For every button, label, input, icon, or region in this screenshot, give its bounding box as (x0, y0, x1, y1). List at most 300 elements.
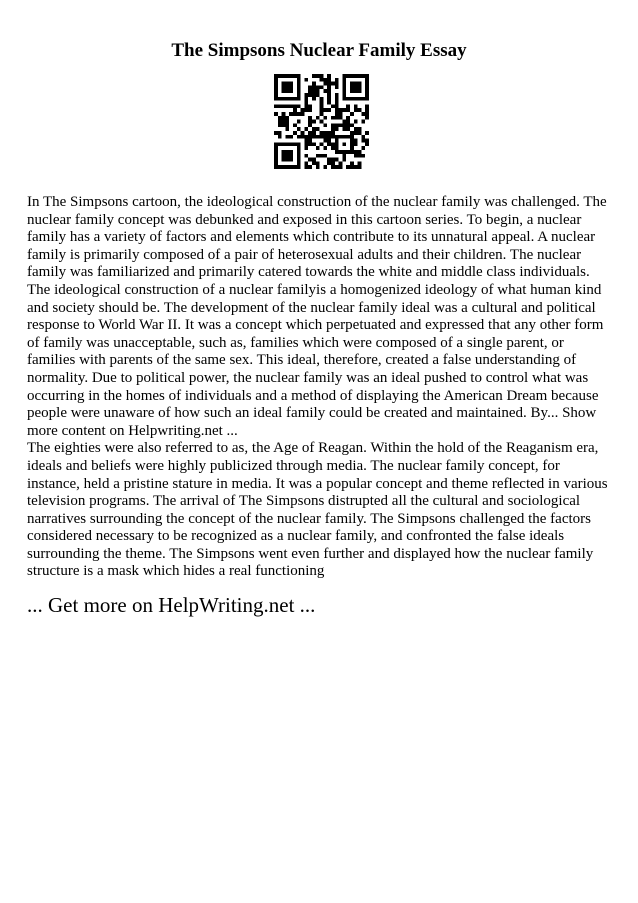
qr-module (308, 158, 312, 162)
qr-module (293, 131, 297, 135)
qr-module (282, 165, 286, 169)
qr-module (289, 150, 293, 154)
qr-module (342, 150, 346, 154)
qr-module (274, 146, 278, 150)
qr-module (312, 89, 316, 93)
qr-module (342, 93, 346, 97)
qr-module (350, 165, 354, 169)
qr-module (289, 142, 293, 146)
qr-module (323, 146, 327, 150)
qr-module (358, 150, 362, 154)
qr-module (274, 74, 278, 78)
qr-module (354, 74, 358, 78)
qr-module (335, 101, 339, 105)
qr-module (289, 104, 293, 108)
qr-module (304, 104, 308, 108)
qr-module (365, 74, 369, 78)
qr-module (335, 93, 339, 97)
qr-module (331, 116, 335, 120)
qr-module (323, 82, 327, 86)
qr-module (304, 161, 308, 165)
qr-module (335, 135, 339, 139)
qr-module (350, 89, 354, 93)
qr-module (293, 108, 297, 112)
qr-module (365, 82, 369, 86)
qr-module (342, 74, 346, 78)
qr-module (304, 165, 308, 169)
qr-module (320, 101, 324, 105)
qr-module (289, 112, 293, 116)
qr-module (331, 123, 335, 127)
qr-module (285, 82, 289, 86)
qr-module (304, 139, 308, 143)
qr-module (308, 135, 312, 139)
qr-module (350, 123, 354, 127)
qr-module (361, 146, 365, 150)
qr-module (346, 97, 350, 101)
qr-module (285, 85, 289, 89)
qr-module (331, 146, 335, 150)
qr-module (354, 89, 358, 93)
qr-module (354, 85, 358, 89)
qr-module (331, 104, 335, 108)
qr-code-icon (274, 74, 369, 169)
qr-module (274, 161, 278, 165)
qr-module (327, 101, 331, 105)
qr-module (308, 123, 312, 127)
qr-module (354, 142, 358, 146)
qr-module (339, 161, 343, 165)
qr-module (304, 78, 308, 82)
qr-module (278, 116, 282, 120)
qr-module (312, 131, 316, 135)
qr-module (361, 74, 365, 78)
essay-paragraph-2: The eighties were also referred to as, the Age of Reagan. Within the hold of the Reaganism era, ideals and beliefs were highly publicized through media. The nuclear family concept, for instance, held a pristine stature in media. It was a popular concept and theme reflected in various television programs. The arrival of The Simpsons distrupted all the cultural and sociological narratives surrounding the concept of the nuclear family. The Simpsons challenged the factors considered necessary to be recognized as a nuclear family, and confronted the false ideals surrounding the theme. The Simpsons went even further and displayed how the nuclear family structure is a mask which hides a real functioning (27, 440, 608, 580)
qr-module (274, 97, 278, 101)
qr-module (342, 135, 346, 139)
qr-module (323, 131, 327, 135)
qr-module (289, 154, 293, 158)
qr-module (342, 78, 346, 82)
qr-module (335, 78, 339, 82)
qr-module (274, 154, 278, 158)
qr-module (320, 74, 324, 78)
qr-module (304, 142, 308, 146)
qr-module (346, 74, 350, 78)
qr-module (304, 101, 308, 105)
qr-module (308, 93, 312, 97)
qr-module (339, 112, 343, 116)
qr-module (335, 112, 339, 116)
qr-module (293, 74, 297, 78)
qr-module (365, 78, 369, 82)
qr-module (335, 108, 339, 112)
qr-module (331, 135, 335, 139)
qr-module (312, 97, 316, 101)
qr-module (312, 82, 316, 86)
qr-module (289, 158, 293, 162)
qr-module (282, 104, 286, 108)
qr-module (297, 85, 301, 89)
qr-module (350, 112, 354, 116)
qr-module (350, 139, 354, 143)
qr-module (301, 108, 305, 112)
qr-module (282, 85, 286, 89)
qr-module (285, 74, 289, 78)
qr-module (350, 150, 354, 154)
qr-module (320, 120, 324, 124)
qr-module (327, 74, 331, 78)
qr-module (327, 93, 331, 97)
qr-module (282, 123, 286, 127)
qr-module (342, 154, 346, 158)
qr-module (354, 154, 358, 158)
qr-module (285, 158, 289, 162)
qr-module (293, 104, 297, 108)
qr-module (308, 142, 312, 146)
qr-module (346, 127, 350, 131)
qr-module (304, 97, 308, 101)
qr-module (331, 161, 335, 165)
qr-module (282, 112, 286, 116)
qr-module (274, 93, 278, 97)
qr-module (335, 104, 339, 108)
qr-module (339, 116, 343, 120)
qr-module (358, 161, 362, 165)
qr-module (297, 89, 301, 93)
qr-module (278, 104, 282, 108)
qr-module (361, 154, 365, 158)
qr-module (335, 150, 339, 154)
qr-module (346, 108, 350, 112)
qr-module (316, 89, 320, 93)
qr-module (331, 131, 335, 135)
qr-module (339, 108, 343, 112)
qr-module (278, 131, 282, 135)
qr-module (350, 146, 354, 150)
qr-module (327, 85, 331, 89)
qr-module (278, 135, 282, 139)
qr-module (365, 131, 369, 135)
qr-module (323, 78, 327, 82)
qr-module (365, 142, 369, 146)
qr-module (312, 142, 316, 146)
qr-module (316, 74, 320, 78)
qr-module (335, 146, 339, 150)
qr-module (323, 123, 327, 127)
qr-module (339, 165, 343, 169)
qr-module (365, 89, 369, 93)
qr-module (354, 97, 358, 101)
qr-module (327, 135, 331, 139)
qr-module (316, 161, 320, 165)
qr-module (308, 131, 312, 135)
qr-module (297, 74, 301, 78)
qr-module (312, 158, 316, 162)
qr-module (320, 97, 324, 101)
qr-module (282, 120, 286, 124)
qr-module (342, 85, 346, 89)
qr-module (304, 154, 308, 158)
qr-module (316, 154, 320, 158)
qr-module (342, 108, 346, 112)
qr-module (304, 93, 308, 97)
qr-module (289, 97, 293, 101)
qr-module (282, 89, 286, 93)
qr-module (323, 116, 327, 120)
qr-module (354, 131, 358, 135)
qr-module (278, 165, 282, 169)
qr-module (335, 85, 339, 89)
qr-module (289, 89, 293, 93)
qr-module (342, 89, 346, 93)
qr-module (293, 123, 297, 127)
qr-module (274, 82, 278, 86)
qr-module (358, 165, 362, 169)
qr-module (278, 97, 282, 101)
qr-module (285, 120, 289, 124)
qr-module (297, 154, 301, 158)
qr-module (365, 112, 369, 116)
qr-module (308, 120, 312, 124)
qr-module (354, 104, 358, 108)
qr-module (297, 146, 301, 150)
qr-module (304, 146, 308, 150)
qr-module (297, 120, 301, 124)
qr-module (327, 108, 331, 112)
qr-module (327, 161, 331, 165)
qr-module (312, 85, 316, 89)
qr-module (342, 120, 346, 124)
qr-module (358, 154, 362, 158)
qr-module (323, 135, 327, 139)
qr-module (297, 78, 301, 82)
qr-module (350, 74, 354, 78)
qr-module (320, 108, 324, 112)
qr-module (285, 150, 289, 154)
qr-module (293, 97, 297, 101)
qr-module (335, 97, 339, 101)
qr-module (285, 135, 289, 139)
qr-module (323, 165, 327, 169)
qr-module (312, 93, 316, 97)
qr-module (346, 123, 350, 127)
qr-module (327, 97, 331, 101)
qr-module (323, 139, 327, 143)
qr-module (342, 142, 346, 146)
qr-module (331, 158, 335, 162)
qr-module (327, 78, 331, 82)
essay-paragraph-1: In The Simpsons cartoon, the ideological construction of the nuclear family was challenged. The nuclear family concept was debunked and exposed in this cartoon series. To begin, a nuclear family has a variety of factors and elements which contribute to its unnatural appeal. A nuclear family is primarily composed of a pair of heterosexual adults and their children. The nuclear family was familiarized and primarily catered towards the white and middle class individuals. The ideological construction of a nuclear familyis a homogenized ideology of what human kind and society should be. The development of the nuclear family ideal was a cultural and political response to World War II. It was a concept which perpetuated and expressed that any other form of family was unacceptable, such as, families which were composed of a single parent, or families with parents of the same sex. This ideal, therefore, created a false understanding of normality. Due to political power, the nuclear family was an ideal pushed to control what was occurring in the homes of individuals and a method of displaying the American Dream because people were unaware of how such an ideal family could be created and maintained. By... Show more content on Helpwriting.net ... (27, 194, 607, 439)
qr-module (323, 89, 327, 93)
qr-module (335, 158, 339, 162)
qr-module (365, 139, 369, 143)
qr-module (320, 131, 324, 135)
qr-module (354, 108, 358, 112)
qr-module (323, 154, 327, 158)
qr-module (354, 82, 358, 86)
qr-module (354, 150, 358, 154)
qr-module (346, 135, 350, 139)
qr-module (308, 116, 312, 120)
qr-module (354, 120, 358, 124)
qr-module (278, 142, 282, 146)
qr-module (274, 85, 278, 89)
qr-module (297, 104, 301, 108)
qr-module (278, 120, 282, 124)
qr-module (361, 139, 365, 143)
qr-module (350, 142, 354, 146)
qr-module (350, 135, 354, 139)
qr-module (316, 116, 320, 120)
qr-module (285, 116, 289, 120)
qr-module (339, 150, 343, 154)
qr-module (274, 112, 278, 116)
qr-module (354, 165, 358, 169)
qr-module (358, 131, 362, 135)
qr-module (358, 74, 362, 78)
qr-module (274, 150, 278, 154)
qr-module (358, 127, 362, 131)
qr-module (361, 135, 365, 139)
qr-module (274, 104, 278, 108)
qr-module (312, 74, 316, 78)
qr-module (297, 135, 301, 139)
qr-module (358, 89, 362, 93)
qr-module (289, 74, 293, 78)
qr-module (312, 120, 316, 124)
qr-module (308, 165, 312, 169)
qr-module (350, 82, 354, 86)
qr-module (297, 142, 301, 146)
page-title: The Simpsons Nuclear Family Essay (171, 40, 467, 61)
qr-module (320, 142, 324, 146)
qr-module (335, 127, 339, 131)
qr-module (358, 85, 362, 89)
qr-module (285, 89, 289, 93)
qr-module (297, 93, 301, 97)
qr-module (312, 135, 316, 139)
qr-module (282, 158, 286, 162)
qr-module (350, 97, 354, 101)
qr-module (342, 82, 346, 86)
qr-module (274, 165, 278, 169)
qr-module (327, 142, 331, 146)
qr-module (308, 139, 312, 143)
qr-module (331, 142, 335, 146)
qr-module (316, 165, 320, 169)
qr-module (297, 161, 301, 165)
qr-module (297, 165, 301, 169)
qr-module (335, 82, 339, 86)
qr-module (346, 120, 350, 124)
qr-module (282, 142, 286, 146)
qr-module (297, 112, 301, 116)
qr-module (301, 112, 305, 116)
qr-module (365, 97, 369, 101)
qr-module (316, 127, 320, 131)
qr-module (335, 139, 339, 143)
qr-module (346, 165, 350, 169)
qr-module (365, 85, 369, 89)
qr-module (342, 123, 346, 127)
qr-module (361, 112, 365, 116)
qr-module (289, 165, 293, 169)
qr-module (320, 104, 324, 108)
qr-module (304, 127, 308, 131)
qr-module (346, 104, 350, 108)
qr-module (342, 158, 346, 162)
qr-module (285, 97, 289, 101)
essay-body (27, 194, 615, 581)
qr-module (327, 158, 331, 162)
qr-module (331, 127, 335, 131)
qr-module (365, 116, 369, 120)
qr-module (346, 116, 350, 120)
qr-module (278, 74, 282, 78)
qr-module (335, 165, 339, 169)
qr-module (297, 158, 301, 162)
qr-module (327, 131, 331, 135)
qr-module (365, 93, 369, 97)
qr-module (331, 165, 335, 169)
get-more-link[interactable]: ... Get more on HelpWriting.net ... (27, 593, 316, 617)
qr-module (282, 82, 286, 86)
qr-module (320, 154, 324, 158)
qr-module (285, 142, 289, 146)
qr-module (274, 89, 278, 93)
qr-module (293, 142, 297, 146)
qr-module (316, 135, 320, 139)
qr-module (282, 150, 286, 154)
qr-module (282, 97, 286, 101)
qr-module (316, 85, 320, 89)
qr-module (308, 85, 312, 89)
qr-module (301, 131, 305, 135)
qr-module (274, 131, 278, 135)
qr-module (327, 139, 331, 143)
qr-module (320, 112, 324, 116)
qr-module (308, 89, 312, 93)
qr-module (282, 116, 286, 120)
qr-module (297, 97, 301, 101)
qr-module (354, 139, 358, 143)
qr-module (274, 158, 278, 162)
qr-module (342, 127, 346, 131)
qr-module (285, 123, 289, 127)
qr-module (282, 74, 286, 78)
qr-module (335, 142, 339, 146)
qr-module (365, 104, 369, 108)
qr-module (297, 82, 301, 86)
qr-module (361, 97, 365, 101)
qr-module (304, 135, 308, 139)
qr-module (308, 104, 312, 108)
qr-module (342, 97, 346, 101)
qr-module (358, 97, 362, 101)
qr-module (323, 108, 327, 112)
qr-module (350, 85, 354, 89)
qr-module (285, 154, 289, 158)
qr-module (293, 165, 297, 169)
qr-module (285, 104, 289, 108)
qr-module (312, 161, 316, 165)
qr-module (316, 146, 320, 150)
qr-module (335, 123, 339, 127)
qr-module (297, 150, 301, 154)
qr-module (327, 89, 331, 93)
qr-module (335, 116, 339, 120)
